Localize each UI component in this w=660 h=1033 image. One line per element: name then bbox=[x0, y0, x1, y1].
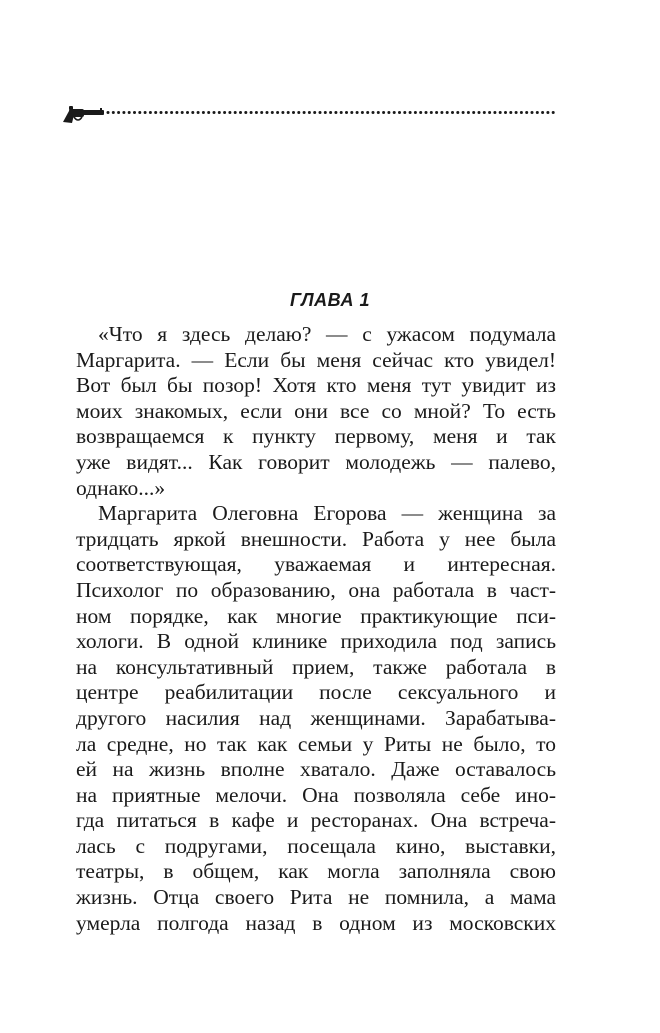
text-line: жизнь. Отца своего Рита не помнила, а мама bbox=[76, 885, 556, 910]
rule-dot bbox=[197, 111, 200, 114]
text-line: ей на жизнь вполне хватало. Даже оставалось bbox=[76, 757, 556, 782]
rule-dot bbox=[546, 111, 549, 114]
text-line: Маргарита. — Если бы меня сейчас кто увидел! bbox=[76, 347, 556, 372]
rule-dot bbox=[112, 111, 115, 114]
text-line: умерла полгода назад в одном из московских bbox=[76, 910, 556, 935]
rule-dot bbox=[260, 111, 263, 114]
rule-dot bbox=[472, 111, 475, 114]
rule-dot bbox=[234, 111, 237, 114]
rule-dot bbox=[165, 111, 168, 114]
rule-dot bbox=[324, 111, 327, 114]
rule-dot bbox=[138, 111, 141, 114]
rule-dot bbox=[361, 111, 364, 114]
rule-dot bbox=[435, 111, 438, 114]
text-line: тридцать яркой внешности. Работа у нее была bbox=[76, 526, 556, 551]
rule-dot bbox=[504, 111, 507, 114]
rule-dot bbox=[414, 111, 417, 114]
rule-dot bbox=[451, 111, 454, 114]
text-line: хологи. В одной клинике приходила под запись bbox=[76, 629, 556, 654]
text-line: однако...» bbox=[76, 475, 166, 500]
text-line: ном порядке, как многие практикующие пси- bbox=[76, 603, 556, 628]
rule-dot bbox=[366, 111, 369, 114]
text-line: театры, в общем, как могла заполняла свою bbox=[76, 859, 556, 884]
text-line: ла средне, но так как семьи у Риты не было, то bbox=[76, 731, 556, 756]
rule-dot bbox=[250, 111, 253, 114]
rule-dot bbox=[191, 111, 194, 114]
rule-dot bbox=[170, 111, 173, 114]
rule-dot bbox=[525, 111, 528, 114]
rule-dot bbox=[430, 111, 433, 114]
rule-dot bbox=[144, 111, 147, 114]
text-line: соответствующая, уважаемая и интересная. bbox=[76, 552, 556, 577]
rule-dot bbox=[520, 111, 523, 114]
rule-dot bbox=[536, 111, 539, 114]
rule-dot bbox=[271, 111, 274, 114]
rule-dot bbox=[446, 111, 449, 114]
rule-dot bbox=[467, 111, 470, 114]
rule-dot bbox=[541, 111, 544, 114]
rule-dot bbox=[319, 111, 322, 114]
chapter-text bbox=[76, 322, 556, 936]
rule-dot bbox=[493, 111, 496, 114]
rule-dot bbox=[128, 111, 131, 114]
rule-dot bbox=[292, 111, 295, 114]
rule-dot bbox=[340, 111, 343, 114]
rule-dot bbox=[266, 111, 269, 114]
text-line: гда питаться в кафе и ресторанах. Она встреча- bbox=[76, 808, 556, 833]
rule-dot bbox=[160, 111, 163, 114]
rule-dot bbox=[117, 111, 120, 114]
rule-dot bbox=[175, 111, 178, 114]
text-line: возвращаемся к пункту первому, меня и так bbox=[76, 424, 556, 449]
rule-dot bbox=[308, 111, 311, 114]
rule-dot bbox=[287, 111, 290, 114]
rule-dot bbox=[488, 111, 491, 114]
rule-dot bbox=[440, 111, 443, 114]
rule-dot bbox=[515, 111, 518, 114]
rule-dot bbox=[456, 111, 459, 114]
rule-dot bbox=[218, 111, 221, 114]
rule-dot bbox=[213, 111, 216, 114]
rule-dot bbox=[255, 111, 258, 114]
rule-dot bbox=[531, 111, 534, 114]
text-line: уже видят... Как говорит молодежь — палево, bbox=[76, 449, 556, 474]
rule-dot bbox=[356, 111, 359, 114]
rule-dot bbox=[239, 111, 242, 114]
dotted-rule bbox=[107, 111, 555, 114]
rule-dot bbox=[313, 111, 316, 114]
text-line: на приятные мелочи. Она позволяла себе ино- bbox=[76, 782, 556, 807]
rule-dot bbox=[244, 111, 247, 114]
rule-dot bbox=[107, 111, 110, 114]
rule-dot bbox=[509, 111, 512, 114]
rule-dot bbox=[350, 111, 353, 114]
rule-dot bbox=[329, 111, 332, 114]
text-line: моих знакомых, если они все со мной? То есть bbox=[76, 398, 556, 423]
rule-dot bbox=[345, 111, 348, 114]
text-line: лась с подругами, посещала кино, выставки, bbox=[76, 833, 556, 858]
rule-dot bbox=[377, 111, 380, 114]
rule-dot bbox=[382, 111, 385, 114]
rule-dot bbox=[122, 111, 125, 114]
rule-dot bbox=[207, 111, 210, 114]
text-line: центре реабилитации после сексуального и bbox=[76, 680, 556, 705]
rule-dot bbox=[425, 111, 428, 114]
rule-dot bbox=[154, 111, 157, 114]
rule-dot bbox=[228, 111, 231, 114]
rule-dot bbox=[419, 111, 422, 114]
text-line: «Что я здесь делаю? — с ужасом подумала bbox=[98, 322, 556, 346]
rule-dot bbox=[499, 111, 502, 114]
rule-dot bbox=[409, 111, 412, 114]
chapter-title: ГЛАВА 1 bbox=[290, 290, 370, 310]
rule-dot bbox=[403, 111, 406, 114]
rule-dot bbox=[398, 111, 401, 114]
rule-dot bbox=[186, 111, 189, 114]
revolver-icon bbox=[63, 106, 104, 123]
text-line: Психолог по образованию, она работала в част- bbox=[76, 577, 556, 602]
rule-dot bbox=[223, 111, 226, 114]
rule-dot bbox=[334, 111, 337, 114]
rule-dot bbox=[133, 111, 136, 114]
rule-dot bbox=[552, 111, 555, 114]
rule-dot bbox=[276, 111, 279, 114]
rule-dot bbox=[303, 111, 306, 114]
rule-dot bbox=[297, 111, 300, 114]
rule-dot bbox=[483, 111, 486, 114]
text-line: Вот был бы позор! Хотя кто меня тут увидит из bbox=[76, 373, 556, 398]
rule-dot bbox=[372, 111, 375, 114]
rule-dot bbox=[393, 111, 396, 114]
rule-dot bbox=[181, 111, 184, 114]
rule-dot bbox=[281, 111, 284, 114]
rule-dot bbox=[202, 111, 205, 114]
text-line: другого насилия над женщинами. Зарабатыва- bbox=[76, 705, 556, 730]
header-ornament bbox=[60, 100, 560, 126]
rule-dot bbox=[462, 111, 465, 114]
rule-dot bbox=[149, 111, 152, 114]
rule-dot bbox=[387, 111, 390, 114]
text-line: на консультативный прием, также работала в bbox=[76, 654, 556, 679]
rule-dot bbox=[478, 111, 481, 114]
text-line: Маргарита Олеговна Егорова — женщина за bbox=[98, 501, 556, 526]
